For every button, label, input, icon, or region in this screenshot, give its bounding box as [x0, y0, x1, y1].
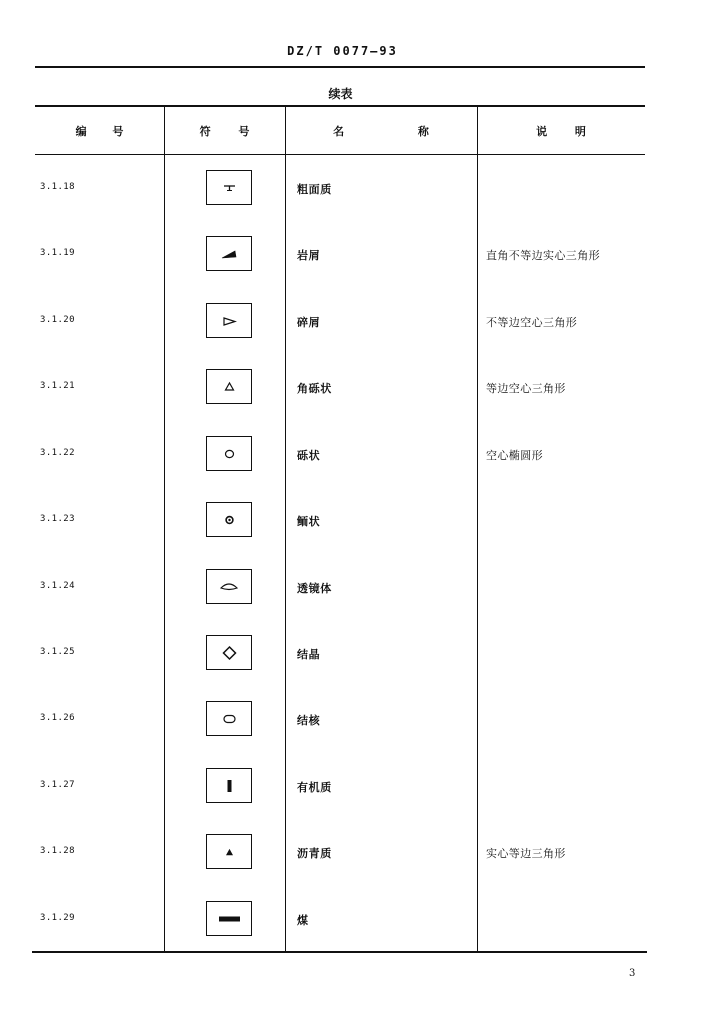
- row-name: 透镜体: [297, 582, 332, 595]
- symbol-box: [206, 901, 252, 936]
- table-caption: 续表: [328, 87, 353, 101]
- hollow-ellipse-icon: [207, 437, 251, 470]
- column-header-code: 编 号: [75, 125, 124, 138]
- row-code: 3.1.27: [40, 780, 75, 790]
- row-name: 角砾状: [297, 382, 332, 395]
- row-code: 3.1.20: [40, 315, 75, 325]
- row-code: 3.1.21: [40, 381, 75, 391]
- row-name: 鲕状: [297, 515, 321, 528]
- document-number-text: DZ/T 0077—93: [287, 44, 398, 58]
- dotted-circle-icon: [207, 503, 251, 536]
- row-name: 岩屑: [297, 249, 321, 262]
- inverted-t-icon: [207, 171, 251, 204]
- filled-vertical-bar-icon: [207, 769, 251, 802]
- row-code: 3.1.23: [40, 514, 75, 524]
- symbol-box: [206, 635, 252, 670]
- symbol-box: [206, 303, 252, 338]
- column-header-name: 名 称: [333, 125, 429, 138]
- document-number: [0, 44, 701, 58]
- filled-horizontal-bar-icon: [207, 902, 251, 935]
- rounded-rect-icon: [207, 702, 251, 735]
- hollow-scalene-triangle-icon: [207, 304, 251, 337]
- table-header-rule: [35, 154, 645, 155]
- filled-right-triangle-icon: [207, 237, 251, 270]
- symbol-box: [206, 436, 252, 471]
- diamond-icon: [207, 636, 251, 669]
- row-name: 砾状: [297, 449, 321, 462]
- table-top-rule: [35, 105, 645, 107]
- column-divider-2: [285, 106, 286, 952]
- filled-equilateral-triangle-icon: [207, 835, 251, 868]
- row-code: 3.1.28: [40, 846, 75, 856]
- row-code: 3.1.18: [40, 182, 75, 192]
- symbol-box: [206, 569, 252, 604]
- symbol-box: [206, 834, 252, 869]
- symbol-box: [206, 701, 252, 736]
- row-code: 3.1.22: [40, 448, 75, 458]
- row-description: 不等边空心三角形: [486, 316, 578, 329]
- row-description: 等边空心三角形: [486, 382, 566, 395]
- symbol-box: [206, 768, 252, 803]
- column-header-symbol: 符 号: [199, 125, 250, 138]
- row-name: 煤: [297, 914, 309, 927]
- column-divider-1: [164, 106, 165, 952]
- row-name: 粗面质: [297, 183, 332, 196]
- row-code: 3.1.29: [40, 913, 75, 923]
- symbol-box: [206, 236, 252, 271]
- hollow-equilateral-triangle-icon: [207, 370, 251, 403]
- symbol-box: [206, 502, 252, 537]
- row-description: 空心椭圆形: [486, 449, 543, 462]
- header-rule: [35, 66, 645, 68]
- symbol-box: [206, 369, 252, 404]
- row-description: 直角不等边实心三角形: [486, 249, 600, 262]
- row-name: 结核: [297, 714, 321, 727]
- row-name: 结晶: [297, 648, 321, 661]
- page-number: 3: [629, 968, 636, 979]
- column-header-description: 说 明: [536, 125, 586, 138]
- row-code: 3.1.25: [40, 647, 75, 657]
- row-name: 沥青质: [297, 847, 332, 860]
- row-name: 有机质: [297, 781, 332, 794]
- row-code: 3.1.26: [40, 713, 75, 723]
- row-description: 实心等边三角形: [486, 847, 566, 860]
- lens-icon: [207, 570, 251, 603]
- table-bottom-rule: [32, 951, 647, 953]
- row-code: 3.1.19: [40, 248, 75, 258]
- row-code: 3.1.24: [40, 581, 75, 591]
- symbol-box: [206, 170, 252, 205]
- column-divider-3: [477, 106, 478, 952]
- row-name: 碎屑: [297, 316, 321, 329]
